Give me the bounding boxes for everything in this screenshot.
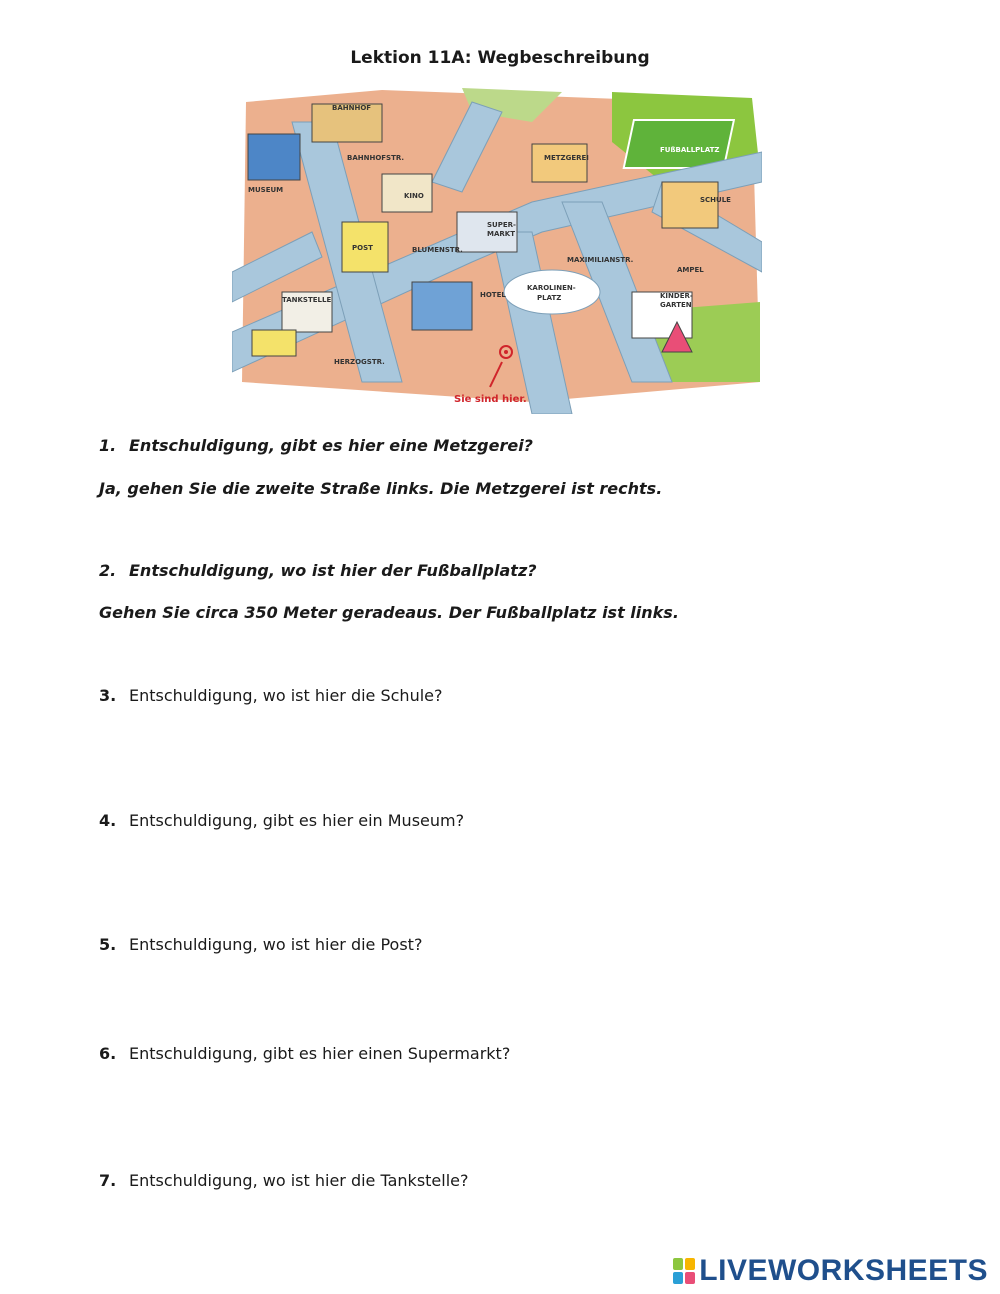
question-2: 2. Entschuldigung, wo ist hier der Fußballplatz? (99, 561, 537, 580)
question-5: 5. Entschuldigung, wo ist hier die Post? (99, 935, 423, 954)
question-4: 4. Entschuldigung, gibt es hier ein Museum? (99, 811, 465, 830)
question-3: 3. Entschuldigung, wo ist hier die Schule? (99, 686, 443, 705)
map-label-schule: SCHULE (700, 196, 731, 204)
map-label-fussballplatz: FUßBALLPLATZ (660, 146, 720, 154)
answer-1: Ja, gehen Sie die zweite Straße links. Die Metzgerei ist rechts. (99, 479, 663, 498)
map-label-blumenstr: BLUMENSTR. (412, 246, 463, 254)
map-label-maximilianstr: MAXIMILIANSTR. (567, 256, 634, 264)
map-label-bahnhofstr: BAHNHOFSTR. (347, 154, 405, 162)
question-1: 1. Entschuldigung, gibt es hier eine Metzgerei? (99, 436, 533, 455)
map-label-karolinenplatz-2: PLATZ (537, 294, 562, 302)
map-label-supermarkt-1: SUPER- (487, 221, 516, 229)
map-label-museum: MUSEUM (248, 186, 284, 194)
page-title: Lektion 11A: Wegbeschreibung (350, 48, 650, 68)
city-map-illustration (232, 82, 762, 414)
question-7: 7. Entschuldigung, wo ist hier die Tankstelle? (99, 1171, 469, 1190)
liveworksheets-logo (673, 1254, 988, 1288)
question-6: 6. Entschuldigung, gibt es hier einen Supermarkt? (99, 1044, 511, 1063)
map-label-kino: KINO (404, 192, 424, 200)
map-label-herzogstr: HERZOGSTR. (334, 358, 385, 366)
map-label-kindergarten-2: GARTEN (660, 301, 692, 309)
map-label-bahnhof: BAHNHOF (332, 104, 372, 112)
map-label-ampel: AMPEL (677, 266, 704, 274)
liveworksheets-logo-icon (673, 1258, 695, 1284)
map-label-post: POST (352, 244, 373, 252)
map-label-karolinenplatz-1: KAROLINEN- (527, 284, 576, 292)
map-label-supermarkt-2: MARKT (487, 230, 515, 238)
map-label-hotel: HOTEL (480, 291, 506, 299)
answer-2: Gehen Sie circa 350 Meter geradeaus. Der Fußballplatz ist links. (99, 603, 679, 622)
liveworksheets-logo-text: LIVEWORKSHEETS (699, 1254, 988, 1287)
map-label-kindergarten-1: KINDER- (660, 292, 693, 300)
map-label-metzgerei: METZGEREI (544, 154, 589, 162)
map-label-sie-sind-hier: Sie sind hier. (454, 394, 527, 405)
map-label-tankstelle: TANKSTELLE (282, 296, 332, 304)
